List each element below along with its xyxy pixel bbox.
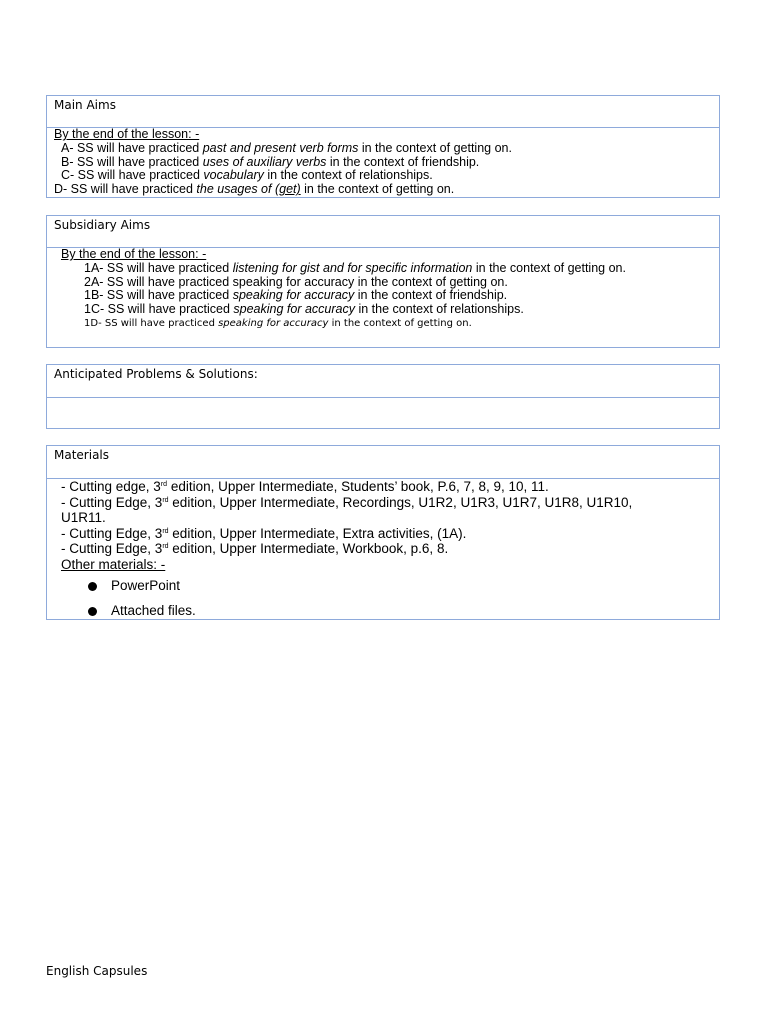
bullet-icon bbox=[88, 582, 97, 591]
anticipated-problems-table bbox=[46, 364, 720, 429]
subsidiary-aim-1b: 1B- SS will have practiced speaking for accuracy in the context of friendship. bbox=[84, 288, 508, 303]
material-item: - Cutting Edge, 3rd edition, Upper Intermediate, Extra activities, (1A). bbox=[61, 525, 467, 541]
subsidiary-aims-table bbox=[46, 215, 720, 348]
subsidiary-aim-1c: 1C- SS will have practiced speaking for accuracy in the context of relationships. bbox=[84, 302, 524, 317]
bullet-icon bbox=[88, 607, 97, 616]
main-aims-header: Main Aims bbox=[47, 96, 719, 128]
subsidiary-aims-intro: By the end of the lesson: - bbox=[61, 247, 207, 261]
subsidiary-aim-1d: 1D- SS will have practiced speaking for accuracy in the context of getting on. bbox=[84, 317, 472, 329]
subsidiary-aims-body bbox=[47, 248, 719, 331]
subsidiary-aims-header: Subsidiary Aims bbox=[47, 216, 719, 248]
main-aim-d: D- SS will have practiced the usages of (get) in the context of getting on. bbox=[54, 182, 455, 197]
main-aim-c: C- SS will have practiced vocabulary in the context of relationships. bbox=[61, 168, 433, 183]
material-item: - Cutting edge, 3rd edition, Upper Intermediate, Students’ book, P.6, 7, 8, 9, 10, 11. bbox=[61, 479, 549, 494]
subsidiary-aim-1a: 1A- SS will have practiced listening for gist and for specific information in the context of getting on. bbox=[84, 260, 626, 275]
main-aim-a: A- SS will have practiced past and present verb forms in the context of getting on. bbox=[61, 140, 512, 155]
anticipated-problems-body bbox=[47, 398, 719, 428]
main-aims-body bbox=[47, 128, 719, 197]
material-item: - Cutting Edge, 3rd edition, Upper Intermediate, Recordings, U1R2, U1R3, U1R7, U1R8, U1R10, U1R11. bbox=[61, 494, 633, 525]
page-footer: English Capsules bbox=[46, 964, 148, 978]
materials-header: Materials bbox=[47, 446, 719, 479]
other-materials-label: Other materials: - bbox=[61, 556, 166, 572]
bullet-item: PowerPoint bbox=[61, 573, 679, 598]
materials-table bbox=[46, 445, 720, 620]
material-item: - Cutting Edge, 3rd edition, Upper Intermediate, Workbook, p.6, 8. bbox=[61, 541, 449, 556]
main-aims-intro: By the end of the lesson: - bbox=[54, 127, 200, 141]
bullet-item: Attached files. bbox=[61, 598, 679, 623]
anticipated-problems-header: Anticipated Problems & Solutions: bbox=[47, 365, 719, 398]
materials-body bbox=[47, 479, 719, 623]
main-aims-table bbox=[46, 95, 720, 198]
main-aim-b: B- SS will have practiced uses of auxiliary verbs in the context of friendship. bbox=[61, 154, 480, 169]
subsidiary-aim-2a: 2A- SS will have practiced speaking for accuracy in the context of getting on. bbox=[84, 274, 508, 289]
